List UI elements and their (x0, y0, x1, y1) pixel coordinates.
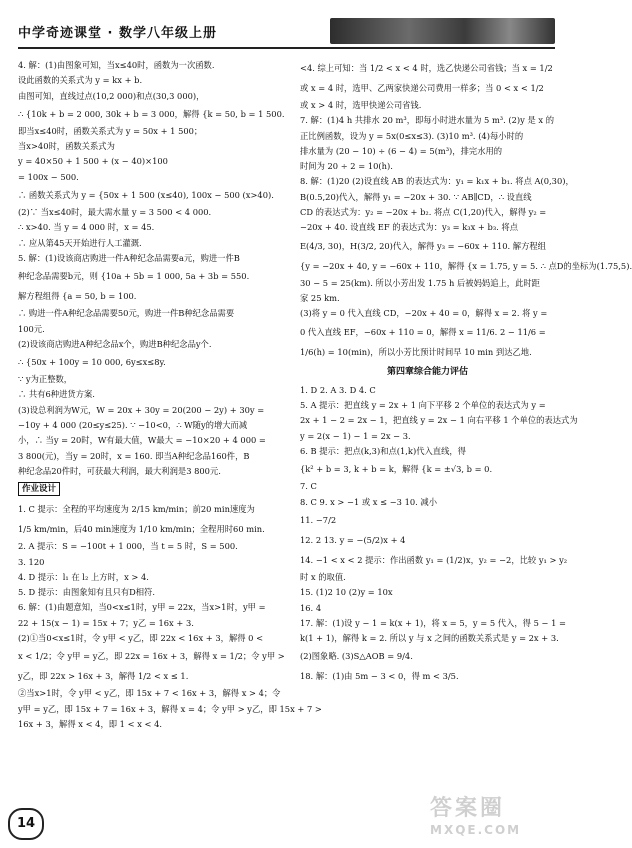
text-line: (3)设总利润为W元，W = 20x + 30y = 20(200 − 2y) + 30y = (18, 404, 265, 415)
text-line: 1. C 提示：全程的平均速度为 2/15 km/min；前20 min速度为 (18, 504, 255, 515)
text-line: 0 代入直线 EF，−60x + 110 = 0，解得 x = 11/6. 2 − 11/6 = (300, 326, 546, 337)
text-line: 时 x 的取值. (300, 571, 346, 582)
text-line: 由图可知，直线过点(10,2 000)和点(30,3 000)， (18, 90, 205, 101)
text-line: 30 − 5 = 25(km). 所以小芳出发 1.75 h 后被妈妈追上，此时距 (300, 277, 540, 288)
text-line: 种纪念品需要b元，则 {10a + 5b = 1 000, 5a + 3b = 550. (18, 271, 250, 282)
text-line: 小，∴ 当y = 20时，W有最大值，W最大 = −10×20 + 4 000 = (18, 435, 266, 446)
text-line: 种纪念品20件时，可获最大利润，最大利润是3 800元. (18, 465, 221, 476)
text-line: y甲 = y乙，即 15x + 7 = 16x + 3，解得 x = 4；令 y甲 > y乙，即 15x + 7 > (18, 703, 322, 714)
text-line: 17. 解：(1)设 y − 1 = k(x + 1)，将 x = 5，y = 5 代入，得 5 − 1 = (300, 617, 566, 628)
text-line: ∴ 应从第45天开始进行人工灌溉. (18, 237, 142, 248)
text-line: k(1 + 1)，解得 k = 2. 所以 y 与 x 之间的函数关系式是 y = 2x + 3. (300, 633, 559, 644)
text-line: B(0.5,20)代入，解得 y₁ = −20x + 30. ∵ AB∥CD，∴ 设直线 (300, 191, 532, 202)
text-line: 2. A 提示：S = −100t + 1 000，当 t = 5 时，S = 500. (18, 541, 238, 552)
text-line: 1/5 km/min，后40 min速度为 1/10 km/min；全程用时60 min. (18, 524, 265, 535)
text-line: 2x + 1 − 2 = 2x − 1，把直线 y = 2x − 1 向右平移 1 个单位的表达式为 (300, 415, 578, 426)
text-line: ∵ y为正整数， (18, 374, 73, 385)
text-line: CD 的表达式为：y₂ = −20x + b₂. 将点 C(1,20)代入，解得 y₂ = (300, 207, 547, 218)
text-line: 5. 解：(1)设该商店购进一件A种纪念品需要a元，购进一件B (18, 252, 240, 263)
watermark-line-1: 答案圈 (430, 796, 506, 821)
text-line: (2)设该商店购进A种纪念品x个，购进B种纪念品y个. (18, 338, 212, 349)
text-line: 100元. (18, 323, 45, 334)
text-line: 6. 解：(1)由题意知，当0<x≤1时，y甲 = 22x，当x>1时，y甲 = (18, 602, 266, 613)
text-line: 11. −7/2 (300, 514, 337, 525)
text-line: 即当x≤40时，函数关系式为 y = 50x + 1 500； (18, 125, 203, 136)
text-line: 7. 解：(1)4 h 共排水 20 m³，即每小时进水量为 5 m³. (2)y 是 x 的 (300, 115, 555, 126)
text-line: 3 800(元)，当y = 20时，x = 160. 即当A种纪念品160件，B (18, 450, 250, 461)
text-line: 18. 解：(1)由 5m − 3 < 0，得 m < 3/5. (300, 671, 459, 682)
text-line: 4. D 提示：l₁ 在 l₂ 上方时，x > 4. (18, 571, 149, 582)
text-line: x < 1/2；令 y甲 = y乙，即 22x = 16x + 3，解得 x = 1/2；令 y甲 > (18, 651, 285, 662)
text-line: 8. 解：(1)20 (2)设直线 AB 的表达式为：y₁ = k₁x + b₁. 将点 A(0,30)， (300, 176, 574, 187)
text-line: 22 + 15(x − 1) = 15x + 7；y乙 = 16x + 3. (18, 617, 194, 628)
text-line: ②当x>1时，令 y甲 < y乙，即 15x + 7 < 16x + 3，解得 x > 4；令 (18, 688, 281, 699)
text-line: 家 25 km. (300, 292, 340, 303)
text-line: 排水量为 (20 − 10) ÷ (6 − 4) = 5(m³)，排完水用的 (300, 145, 503, 156)
text-line: −20x + 40. 设直线 EF 的表达式为：y₃ = k₃x + b₃. 将点 (300, 222, 519, 233)
text-line: ∴ {50x + 100y = 10 000, 6y≤x≤8y. (18, 357, 166, 368)
page-header (0, 0, 563, 56)
text-line: ∴ x>40. 当 y = 4 000 时，x = 45. (18, 222, 155, 233)
text-line: 3. 120 (18, 556, 45, 567)
header-rule (18, 47, 555, 49)
text-line: 14. −1 < x < 2 提示：作出函数 y₁ = (1/2)x，y₂ = −2，比较 y₁ > y₂ (300, 554, 568, 565)
text-line: 1/6(h) = 10(min)，所以小芳比预计时间早 10 min 到达乙地. (300, 346, 532, 357)
text-line: 4. 解：(1)由图象可知，当x≤40时，函数为一次函数. (18, 60, 215, 70)
text-line: 5. A 提示：把直线 y = 2x + 1 向下平移 2 个单位的表达式为 y = (300, 400, 546, 411)
text-line: {k² + b = 3, k + b = k，解得 {k = ±√3, b = 0. (300, 464, 493, 475)
text-line: = 100x − 500. (18, 171, 79, 182)
homework-section-label: 作业设计 (18, 482, 60, 496)
text-line: (3)将 y = 0 代入直线 CD，−20x + 40 = 0，解得 x = 2. 将 y = (300, 308, 548, 319)
text-line: 1. D 2. A 3. D 4. C (300, 384, 376, 395)
header-title: 中学奇迹课堂 · 数学八年级上册 (18, 26, 217, 41)
right-column (300, 58, 632, 686)
text-line: 正比例函数，设为 y = 5x(0≤x≤3). (3)10 m³. (4)每小时的 (300, 130, 524, 141)
text-line: ∴ 共有6种进货方案. (18, 389, 95, 400)
text-line: 16x + 3，解得 x < 4，即 1 < x < 4. (18, 718, 163, 729)
text-line: ∴ 购进一件A种纪念品需要50元，购进一件B种纪念品需要 (18, 308, 235, 319)
text-line: 或 x > 4 时，选甲快递公司省钱. (300, 100, 422, 110)
text-line: 8. C 9. x > −1 或 x ≤ −3 10. 减小 (300, 496, 438, 507)
text-line: 或 x = 4 时，选甲、乙两家快递公司费用一样多；当 0 < x < 1/2 (300, 83, 544, 93)
header-banner-image (330, 18, 555, 44)
text-line: y = 40×50 + 1 500 + (x − 40)×100 (18, 156, 168, 167)
watermark (430, 796, 560, 844)
text-line: 7. C (300, 481, 317, 492)
text-line: (2)①当0<x≤1时，令 y甲 < y乙，即 22x < 16x + 3，解得 0 < (18, 633, 264, 644)
watermark-line-2: MXQE.COM (430, 823, 522, 837)
text-line: 设此函数的关系式为 y = kx + b. (18, 75, 143, 86)
text-line: 时间为 20 ÷ 2 = 10(h). (300, 161, 393, 172)
chapter-title: 第四章综合能力评估 (386, 366, 468, 377)
text-line: 6. B 提示：把点(k,3)和点(1,k)代入直线，得 (300, 446, 466, 457)
text-line: 12. 2 13. y = −(5/2)x + 4 (300, 534, 406, 545)
text-line: −10y + 4 000 (20≤y≤25). ∵ −10<0，∴ W随y的增大而减 (18, 420, 248, 431)
text-line: ∴ 函数关系式为 y = {50x + 1 500 (x≤40), 100x − 500 (x>40). (18, 190, 274, 201)
text-line: (2)图象略. (3)S△AOB = 9/4. (300, 651, 413, 662)
text-line: y乙，即 22x > 16x + 3，解得 1/2 < x ≤ 1. (18, 671, 189, 682)
page-number: 14 (8, 808, 44, 840)
text-line: 16. 4 (300, 602, 322, 613)
text-line: y = 2(x − 1) − 1 = 2x − 3. (300, 430, 411, 441)
text-line: 5. D 提示：由图象知有且只有D相符. (18, 587, 155, 598)
text-line: (2)∵ 当x≤40时，最大需水量 y = 3 500 < 4 000. (18, 207, 212, 218)
text-line: E(4/3, 30)，H(3/2, 20)代入，解得 y₃ = −60x + 110. 解方程组 (300, 240, 546, 251)
text-line: 15. (1)2 10 (2)y = 10x (300, 587, 393, 598)
text-line: {y = −20x + 40, y = −60x + 110，解得 {x = 1.75, y = 5. ∴ 点D的坐标为(1.75,5). (300, 260, 632, 271)
text-line: ∴ {10k + b = 2 000, 30k + b = 3 000，解得 {k = 50, b = 1 500. (18, 108, 285, 119)
text-line: <4. 综上可知：当 1/2 < x < 4 时，选乙快递公司省钱；当 x = 1/2 (300, 63, 553, 73)
text-line: 解方程组得 {a = 50, b = 100. (18, 291, 137, 302)
text-line: 当x>40时，函数关系式为 (18, 141, 115, 152)
